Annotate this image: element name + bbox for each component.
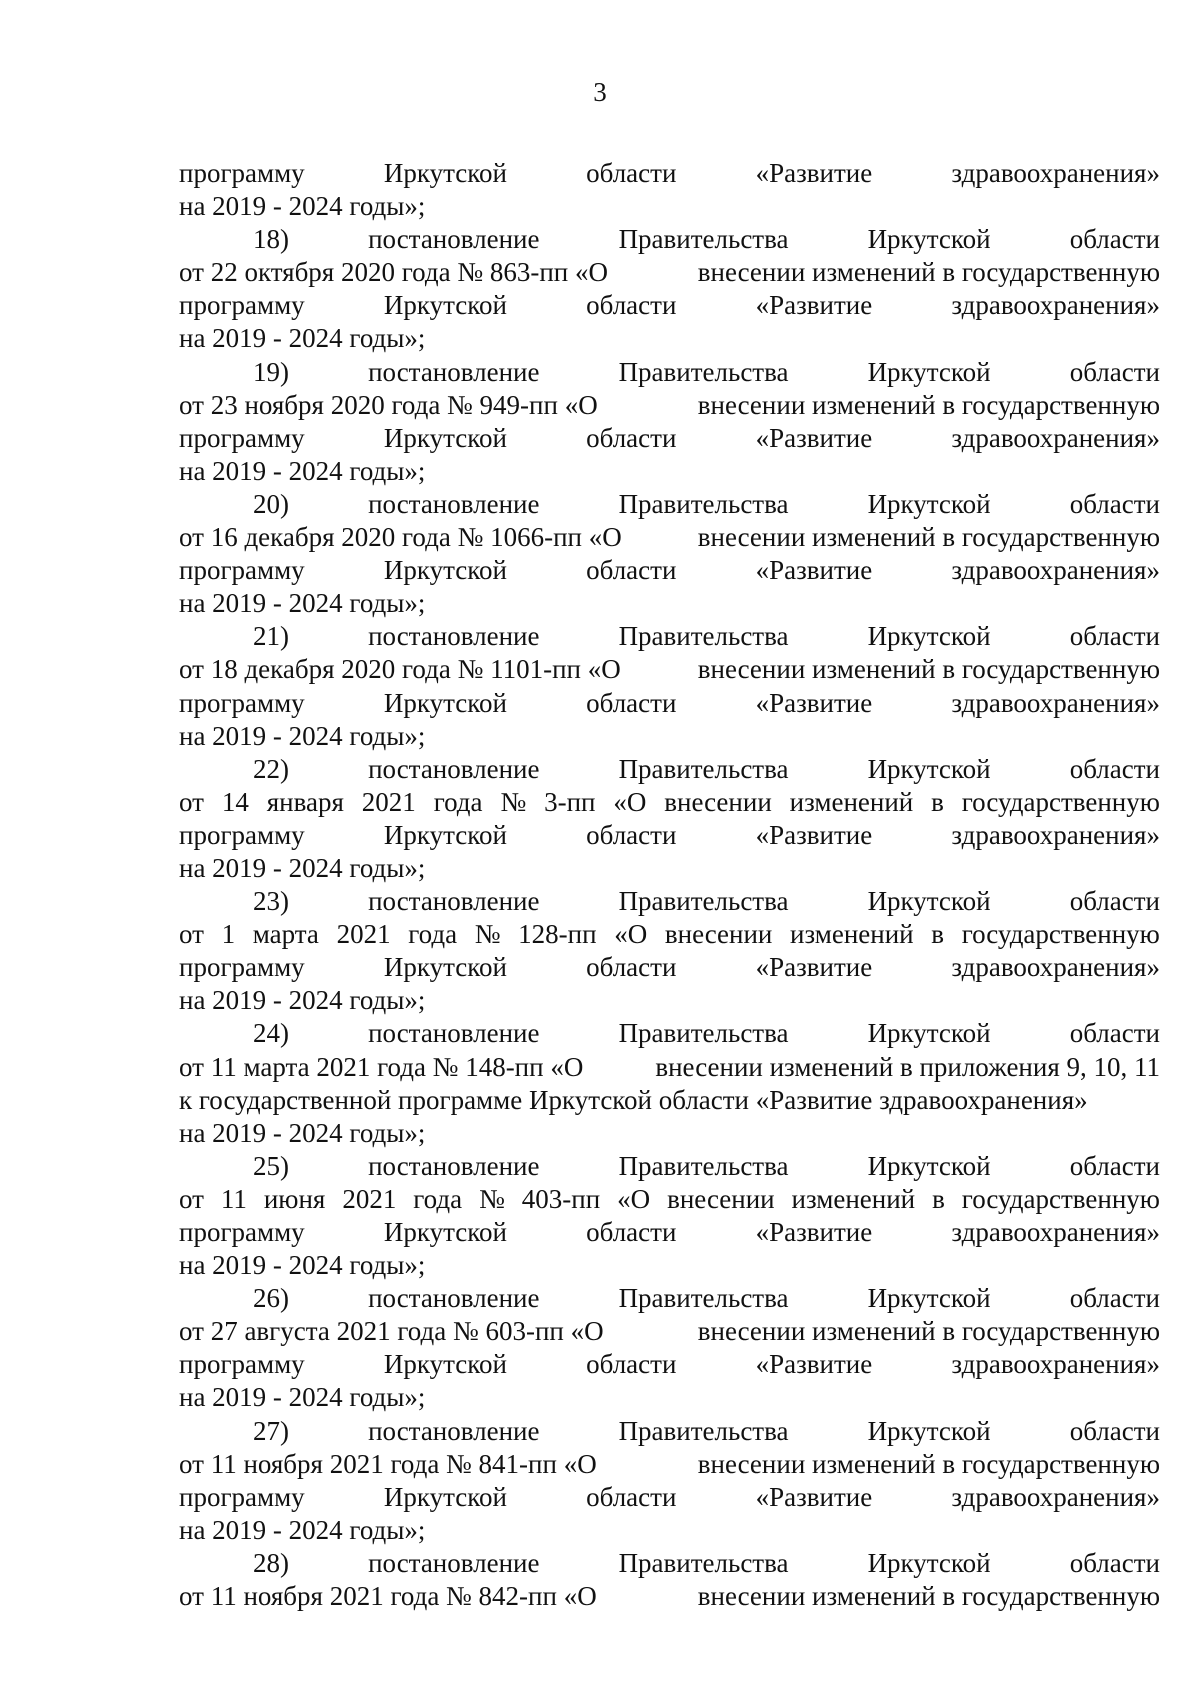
text-token: Иркутской [383,422,507,453]
text-line: на 2019 - 2024 годы»; [179,1514,426,1545]
text-token: здравоохранения» [951,555,1160,586]
text-token: внесении изменений в государственную [697,654,1160,685]
text-token: «Развитие [755,1349,873,1380]
text-token: Правительства [618,1547,789,1578]
text-token: области [586,290,677,321]
text-token: Правительства [618,488,789,519]
text-token: Иркутской [867,356,991,387]
text-line [179,1084,1160,1117]
text-line [179,753,1160,786]
text-token: области [586,952,677,983]
text-line [179,1051,1160,1084]
text-token: постановление [368,1150,540,1181]
text-token: 1 [221,919,236,950]
text-token: области [1069,356,1160,387]
text-line: на 2019 - 2024 годы»; [179,1250,426,1281]
text-token: внесении [664,786,772,817]
text-line [179,786,1160,819]
text-line [179,223,1160,256]
text-token: постановление [368,1547,540,1578]
text-token: от 27 августа 2021 года № 603-пп «О [179,1316,604,1347]
text-token: изменений [790,919,914,950]
text-token: области [1069,886,1160,917]
text-line: на 2019 - 2024 годы»; [179,1117,426,1148]
text-token: в [931,919,945,950]
text-token: № [479,1183,505,1214]
text-token: постановление [368,1283,540,1314]
text-token: здравоохранения» [951,1349,1160,1380]
text-line [179,1481,1160,1514]
text-token: здравоохранения» [951,158,1160,188]
text-token: 2021 [342,1183,397,1214]
text-token: области [586,687,677,718]
text-token: в [932,1183,945,1214]
text-token: Иркутской [867,1283,991,1314]
text-token: Правительства [618,1018,789,1049]
text-token: здравоохранения» [951,1481,1160,1512]
text-token: программу [179,687,305,718]
text-line [179,389,1160,422]
text-token: года [413,1183,463,1214]
document-body [179,157,1160,1613]
text-token: Правительства [618,886,789,917]
text-token: «Развитие [755,422,873,453]
text-line: на 2019 - 2024 годы»; [179,852,426,883]
text-line [179,1216,1160,1249]
text-token: от 11 марта 2021 года № 148-пп «О [179,1051,584,1082]
text-line [179,1315,1160,1348]
page-number: 3 [593,77,607,107]
text-token: от 18 декабря 2020 года № 1101-пп «О [179,654,621,685]
text-token: государственную [961,786,1160,817]
text-token: января [266,786,344,817]
text-token: 22) [253,753,289,784]
text-line [179,1547,1160,1580]
text-token: области [1069,1150,1160,1181]
text-token: постановление [368,621,540,652]
text-token: Иркутской [867,1018,991,1049]
text-token: 11 [220,1183,247,1214]
text-token: 21) [253,621,289,652]
text-token: «Развитие [755,1217,873,1247]
text-token: области [1069,224,1160,255]
text-line [179,289,1160,322]
text-token: 20) [253,488,289,519]
text-token: июня [263,1183,326,1214]
text-token: 403-пп [521,1183,601,1214]
text-token: 23) [253,886,289,917]
text-token: области [586,422,677,453]
text-token: постановление [368,1415,540,1446]
text-line: на 2019 - 2024 годы»; [179,1382,426,1413]
text-token: от 11 ноября 2021 года № 841-пп «О [179,1448,597,1479]
text-token: 28) [253,1547,289,1578]
text-line [179,356,1160,389]
text-token: области [586,1481,677,1512]
text-token: от 11 ноября 2021 года № 842-пп «О [179,1581,597,1612]
text-token: «Развитие [755,1481,873,1512]
text-token: постановление [368,886,540,917]
text-line [179,256,1160,289]
text-token: Иркутской [383,819,507,850]
text-line [179,1415,1160,1448]
text-token: изменений [791,1183,916,1214]
text-token: 27) [253,1415,289,1446]
text-token: внесении изменений в государственную [697,1316,1160,1347]
text-token: области [586,158,677,188]
text-token: 14 [221,786,249,817]
text-line [179,1150,1160,1183]
text-line [179,521,1160,554]
text-token: области [586,1217,677,1247]
text-token: области [1069,621,1160,652]
text-token: от 16 декабря 2020 года № 1066-пп «О [179,522,622,553]
text-line [179,422,1160,455]
text-token: здравоохранения» [951,952,1160,983]
text-token: 18) [253,224,289,255]
text-token: здравоохранения» [951,1217,1160,1247]
text-token: внесении изменений в государственную [697,1448,1160,1479]
text-token: Правительства [618,224,789,255]
text-token: программу [179,952,305,983]
text-token: внесении изменений в государственную [697,389,1160,420]
text-token: Иркутской [867,753,991,784]
text-token: внесении изменений в государственную [697,257,1160,288]
text-token: «Развитие [755,158,873,188]
text-line: на 2019 - 2024 годы»; [179,588,426,619]
text-token: от [179,1183,204,1214]
text-token: постановление [368,753,540,784]
text-token: области [1069,1547,1160,1578]
text-token: «Развитие [755,290,873,321]
text-token: № [474,919,501,950]
text-token: Иркутской [383,952,507,983]
text-token: Иркутской [867,621,991,652]
text-token: Иркутской [383,555,507,586]
text-token: «О [614,919,648,950]
text-token: «Развитие [755,952,873,983]
text-token: внесении [664,919,773,950]
text-token: внесении изменений в приложения 9, 10, 11 [655,1051,1160,1082]
text-token: года [408,919,458,950]
text-token: Правительства [618,753,789,784]
text-token: «О [613,786,647,817]
text-token: от [179,919,204,950]
text-token: внесении изменений в государственную [697,522,1160,553]
text-line [179,1183,1160,1216]
text-line [179,1348,1160,1381]
text-token: области [1069,1018,1160,1049]
text-token: «Развитие [755,687,873,718]
text-token: области [1069,1415,1160,1446]
text-token: области [1069,1283,1160,1314]
text-token: Иркутской [867,1150,991,1181]
text-token: программу [179,555,305,586]
text-line [179,1580,1160,1613]
text-token: Иркутской [383,1481,507,1512]
text-token: «Развитие [755,555,873,586]
text-token: Иркутской [383,158,507,188]
text-token: области [586,1349,677,1380]
text-line [179,1448,1160,1481]
text-token: от 22 октября 2020 года № 863-пп «О [179,257,608,288]
text-token: «Развитие [755,819,873,850]
text-token: 19) [253,356,289,387]
text-token: от [179,786,204,817]
text-token: Правительства [618,356,789,387]
text-token: здравоохранения» [951,687,1160,718]
text-token: государственную [961,919,1160,950]
text-token: здравоохранения» [951,290,1160,321]
text-token: программу [179,1349,305,1380]
text-token: 25) [253,1150,289,1181]
text-token: изменений [789,786,914,817]
text-token: в [931,786,944,817]
text-line [179,885,1160,918]
text-token: 128-пп [518,919,597,950]
text-token: года [433,786,483,817]
text-token: области [586,819,677,850]
text-line: на 2019 - 2024 годы»; [179,720,426,751]
text-token: 3-пп [544,786,596,817]
text-token: внесении [667,1183,775,1214]
text-token: марта [252,919,319,950]
text-token: постановление [368,1018,540,1049]
text-token: Иркутской [383,687,507,718]
text-line [179,620,1160,653]
text-line [179,157,1160,190]
text-token: от 23 ноября 2020 года № 949-пп «О [179,389,598,420]
text-token: программу [179,290,305,321]
text-token: области [1069,488,1160,519]
text-token: Иркутской [867,1415,991,1446]
text-line [179,488,1160,521]
text-line [179,1282,1160,1315]
text-token: 2021 [336,919,391,950]
text-line [179,918,1160,951]
text-line: на 2019 - 2024 годы»; [179,985,426,1016]
text-token: программу [179,1217,305,1247]
text-line: на 2019 - 2024 годы»; [179,191,426,222]
text-line: на 2019 - 2024 годы»; [179,455,426,486]
text-token: Иркутской [383,1217,507,1247]
text-token: внесении изменений в государственную [697,1581,1160,1612]
text-token: Иркутской [867,488,991,519]
text-line [179,687,1160,720]
text-token: Иркутской [383,290,507,321]
text-line [179,819,1160,852]
text-token: Правительства [618,621,789,652]
text-token: области [586,555,677,586]
text-token: программу [179,819,305,850]
text-token: постановление [368,224,540,255]
text-token: области [1069,753,1160,784]
text-token: Иркутской [867,886,991,917]
text-line [179,554,1160,587]
text-token: «О [617,1183,651,1214]
text-token: к государственной программе Иркутской области «Развитие здравоохранения» [179,1084,1088,1115]
text-token: Правительства [618,1150,789,1181]
text-token: программу [179,422,305,453]
text-line [179,653,1160,686]
text-token: здравоохранения» [951,422,1160,453]
text-token: Иркутской [867,1547,991,1578]
text-token: № [500,786,527,817]
text-token: 26) [253,1283,289,1314]
text-token: программу [179,1481,305,1512]
text-token: 2021 [361,786,416,817]
text-token: государственную [961,1183,1160,1214]
text-token: Правительства [618,1415,789,1446]
text-token: 24) [253,1018,289,1049]
text-token: постановление [368,488,540,519]
text-token: программу [179,158,305,188]
text-line [179,1017,1160,1050]
text-line [179,951,1160,984]
text-token: Иркутской [867,224,991,255]
text-token: постановление [368,356,540,387]
text-token: Правительства [618,1283,789,1314]
text-token: здравоохранения» [951,819,1160,850]
text-token: Иркутской [383,1349,507,1380]
text-line: на 2019 - 2024 годы»; [179,323,426,354]
